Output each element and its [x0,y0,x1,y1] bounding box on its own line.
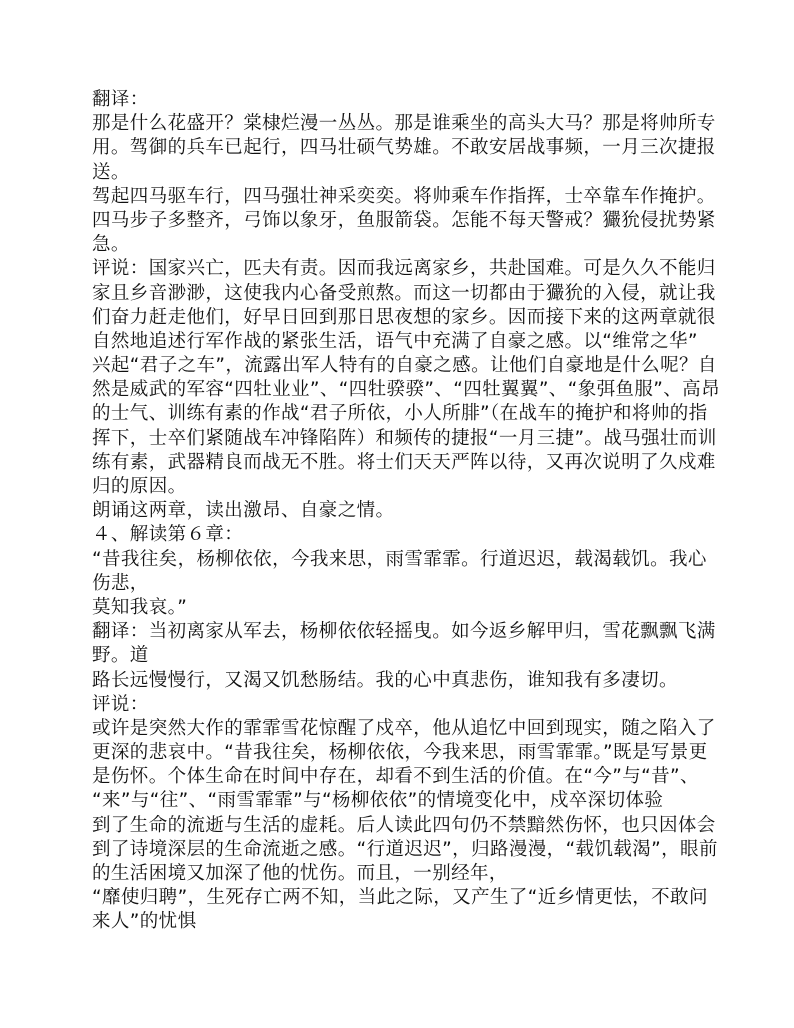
text-line: 兴起“君子之车”，流露出军人特有的自豪之感。让他们自豪地是什么呢？自 [92,355,717,377]
text-line: 挥下，士卒们紧随战车冲锋陷阵）和频传的捷报“一月三捷”。战马强壮而训 [92,427,717,449]
text-line: 是伤怀。个体生命在时间中存在，却看不到生活的价值。在“今”与“昔”、 [92,766,699,788]
text-line: 家且乡音渺渺，这使我内心备受煎熬。而这一切都由于玁狁的入侵，就让我 [92,282,716,304]
text-line: 野。道 [92,645,149,667]
text-line: 那是什么花盛开？棠棣烂漫一丛丛。那是谁乘坐的高头大马？那是将帅所专 [92,113,716,135]
text-line: 们奋力赶走他们，好早日回到那日思夜想的家乡。因而接下来的这两章就很 [92,306,716,328]
text-line: 的生活困境又加深了他的忧伤。而且，一别经年， [92,863,508,884]
text-line: 朗诵这两章，读出激昂、自豪之情。 [92,500,395,522]
text-line: 然是威武的军容“四牡业业”、“四牡骙骙”、“四牡翼翼”、“象弭鱼服”、高昂 [92,379,720,401]
text-line: 伤悲， [92,572,149,594]
document-body [92,88,720,935]
text-line: 路长远慢慢行，又渴又饥愁肠结。我的心中真悲伤，谁知我有多凄切。 [92,669,678,691]
text-line: 更深的悲哀中。“昔我往矣，杨柳依依，今我来思，雨雪霏霏。”既是写景更 [92,742,708,764]
text-line: “来”与“往”、“雨雪霏霏”与“杨柳依依”的情境变化中，戍卒深切体验 [92,790,664,812]
section-heading: ４、解读第６章： [92,524,244,546]
text-line: 急。 [92,234,130,256]
text-line: 练有素，武器精良而战无不胜。将士们天天严阵以待，又再次说明了久戍难 [92,451,716,473]
text-line: 或许是突然大作的霏霏雪花惊醒了戍卒，他从追忆中回到现实，随之陷入了 [92,717,716,739]
text-line: 自然地追述行军作战的紧张生活，语气中充满了自豪之感。以“维常之华” [92,330,698,352]
text-line: 评说： [92,693,149,715]
text-line: 归的原因。 [92,476,187,497]
text-line: 驾起四马驱车行，四马强壮神采奕奕。将帅乘车作指挥，士卒靠车作掩护。 [92,185,716,207]
text-line: 评说：国家兴亡，匹夫有责。因而我远离家乡，共赴国难。可是久久不能归 [92,258,716,280]
text-line: 莫知我哀。” [92,596,188,618]
text-line: 的士气、训练有素的作战“君子所依，小人所腓”（在战车的掩护和将帅的指 [92,403,708,425]
text-line: “昔我往矣，杨柳依依，今我来思，雨雪霏霏。行道迟迟，载渴载饥。我心 [92,548,707,570]
text-line: 来人”的忧惧 [92,911,197,933]
text-line: 翻译： [92,89,149,110]
text-line: 到了诗境深层的生命流逝之感。“行道迟迟”，归路漫漫，“载饥载渴”，眼前 [92,838,718,860]
text-line: 用。驾御的兵车已起行，四马壮硕气势雄。不敢安居战事频，一月三次捷报 [92,137,716,159]
text-line: 送。 [92,161,130,183]
text-line: 翻译：当初离家从军去，杨柳依依轻摇曳。如今返乡解甲归，雪花飘飘飞满 [92,621,716,643]
text-line: 到了生命的流逝与生活的虚耗。后人读此四句仍不禁黯然伤怀，也只因体会 [92,814,716,836]
text-line: 四马步子多整齐，弓饰以象牙，鱼服箭袋。怎能不每天警戒？玁狁侵扰势紧 [92,209,716,231]
text-line: “靡使归聘”，生死存亡两不知，当此之际，又产生了“近乡情更怯，不敢问 [92,887,708,909]
